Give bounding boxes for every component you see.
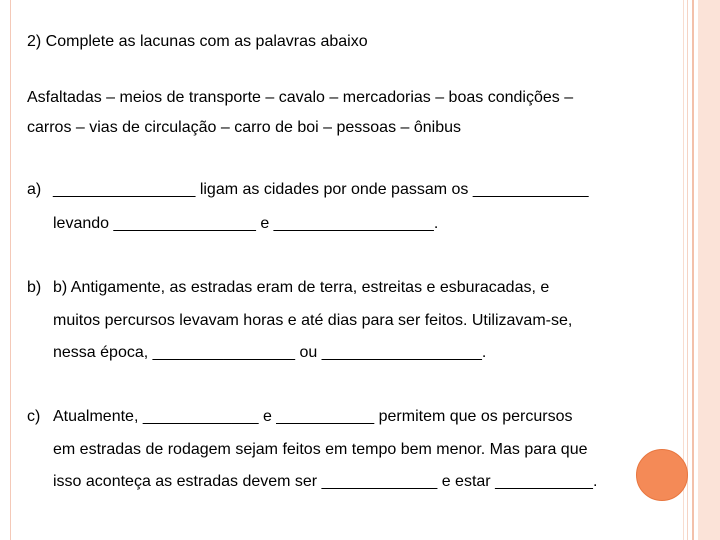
right-frame-line [687, 0, 688, 540]
item-c-line-1: Atualmente, _____________ e ___________ permitem que os percursos [53, 408, 573, 425]
exercise-title: 2) Complete as lacunas com as palavras abaixo [27, 33, 368, 50]
item-c-marker: c) [27, 408, 41, 425]
item-b-marker: b) [27, 279, 42, 296]
right-frame-band [698, 0, 720, 540]
item-c-line-2: em estradas de rodagem sejam feitos em tempo bem menor. Mas para que [53, 441, 588, 458]
item-b-line-2: muitos percursos levavam horas e até dias para ser feitos. Utilizavam-se, [53, 312, 573, 329]
decorative-circle [636, 449, 688, 501]
item-b-line-1: b) Antigamente, as estradas eram de terra, estreitas e esburacadas, e [53, 279, 550, 296]
left-frame-border [0, 0, 11, 540]
item-a-marker: a) [27, 181, 42, 198]
item-a-line-1: ________________ ligam as cidades por onde passam os _____________ [53, 181, 589, 198]
item-c-line-3: isso aconteça as estradas devem ser _____________ e estar ___________. [53, 473, 598, 490]
right-frame-line [692, 0, 694, 540]
item-b-line-3: nessa época, ________________ ou __________________. [53, 344, 487, 361]
word-bank-line-1: Asfaltadas – meios de transporte – cavalo – mercadorias – boas condições – [27, 89, 574, 106]
item-a-line-2: levando ________________ e __________________. [53, 215, 439, 232]
word-bank-line-2: carros – vias de circulação – carro de boi – pessoas – ônibus [27, 119, 462, 136]
